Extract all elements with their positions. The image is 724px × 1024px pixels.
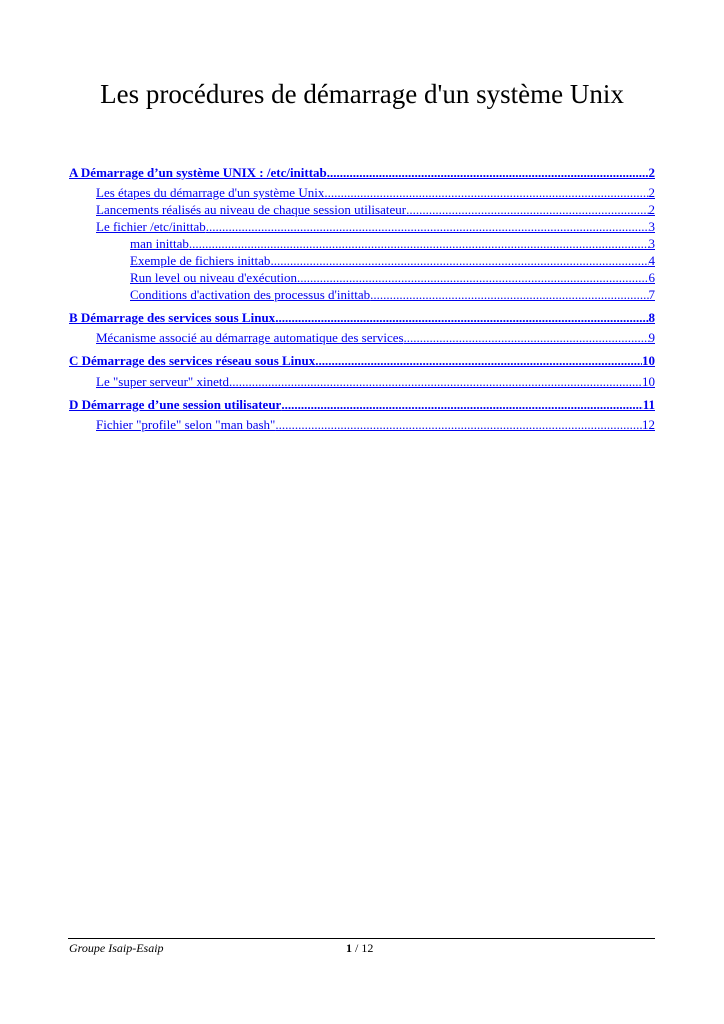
toc-leader-dots	[315, 353, 642, 369]
toc-entry-label: Le fichier /etc/inittab	[96, 219, 206, 234]
toc-page-number: 7	[648, 287, 655, 302]
toc-section-b[interactable]	[69, 310, 655, 326]
toc-entry-label: B Démarrage des services sous Linux	[69, 310, 276, 325]
toc-entry-mecanisme-services[interactable]	[96, 330, 655, 346]
toc-page-number: 8	[648, 310, 655, 325]
toc-entry-exemple-inittab[interactable]	[130, 253, 655, 269]
toc-entry-man-inittab[interactable]	[130, 236, 655, 252]
footer-organization: Groupe Isaip-Esaip	[69, 941, 164, 955]
toc-entry-fichier-inittab[interactable]	[96, 219, 655, 235]
toc-section-d[interactable]	[69, 397, 655, 413]
toc-page-number: 2	[648, 185, 655, 200]
toc-entry-label: D Démarrage d’une session utilisateur	[69, 397, 282, 412]
footer-total-pages: 12	[361, 941, 374, 955]
toc-entry-label: Lancements réalisés au niveau de chaque session utilisateur	[96, 202, 407, 217]
toc-leader-dots	[404, 330, 649, 346]
toc-page-number: 9	[648, 330, 655, 345]
toc-entry-etapes-demarrage[interactable]	[96, 185, 655, 201]
page-title: Les procédures de démarrage d'un système Unix	[100, 79, 624, 109]
toc-section-a[interactable]	[69, 165, 655, 181]
toc-page-number: 4	[648, 253, 655, 268]
toc-page-number: 11	[642, 397, 655, 412]
toc-page-number: 12	[642, 417, 655, 432]
toc-page-number: 2	[648, 165, 655, 180]
toc-entry-conditions-activation[interactable]	[130, 287, 655, 303]
toc-leader-dots	[206, 219, 649, 235]
toc-entry-label: Conditions d'activation des processus d'inittab	[130, 287, 371, 302]
toc-entry-lancements-session[interactable]	[96, 202, 655, 218]
toc-leader-dots	[275, 417, 642, 433]
toc-entry-label: A Démarrage d’un système UNIX : /etc/inittab	[69, 165, 327, 180]
toc-leader-dots	[189, 236, 649, 252]
toc-page-number: 3	[648, 236, 655, 251]
toc-entry-label: Run level ou niveau d'exécution	[130, 270, 297, 285]
toc-leader-dots	[281, 397, 642, 413]
toc-leader-dots	[327, 165, 649, 181]
footer-current-page: 1	[346, 941, 352, 955]
toc-page-number: 6	[648, 270, 655, 285]
toc-entry-label: C Démarrage des services réseau sous Linux	[69, 353, 316, 368]
toc-section-c[interactable]	[69, 353, 655, 369]
toc-entry-label: man inittab	[130, 236, 189, 251]
toc-leader-dots	[324, 185, 648, 201]
toc-leader-dots	[297, 270, 649, 286]
toc-entry-label: Fichier "profile" selon "man bash"	[96, 417, 276, 432]
toc-entry-label: Mécanisme associé au démarrage automatique des services	[96, 330, 404, 345]
toc-entry-label: Exemple de fichiers inittab	[130, 253, 271, 268]
toc-page-number: 2	[648, 202, 655, 217]
toc-entry-label: Le "super serveur" xinetd	[96, 374, 229, 389]
toc-page-number: 10	[642, 353, 655, 368]
footer-divider	[68, 938, 655, 939]
toc-entry-label: Les étapes du démarrage d'un système Unix	[96, 185, 325, 200]
toc-entry-xinetd[interactable]	[96, 374, 655, 390]
toc-leader-dots	[229, 374, 642, 390]
footer-page-separator: /	[352, 941, 362, 955]
toc-leader-dots	[406, 202, 648, 218]
toc-entry-run-level[interactable]	[130, 270, 655, 286]
toc-page-number: 10	[642, 374, 655, 389]
toc-leader-dots	[370, 287, 648, 303]
toc-page-number: 3	[648, 219, 655, 234]
footer-page-indicator	[346, 941, 373, 956]
toc-leader-dots	[275, 310, 648, 326]
toc-entry-fichier-profile[interactable]	[96, 417, 655, 433]
toc-leader-dots	[270, 253, 648, 269]
